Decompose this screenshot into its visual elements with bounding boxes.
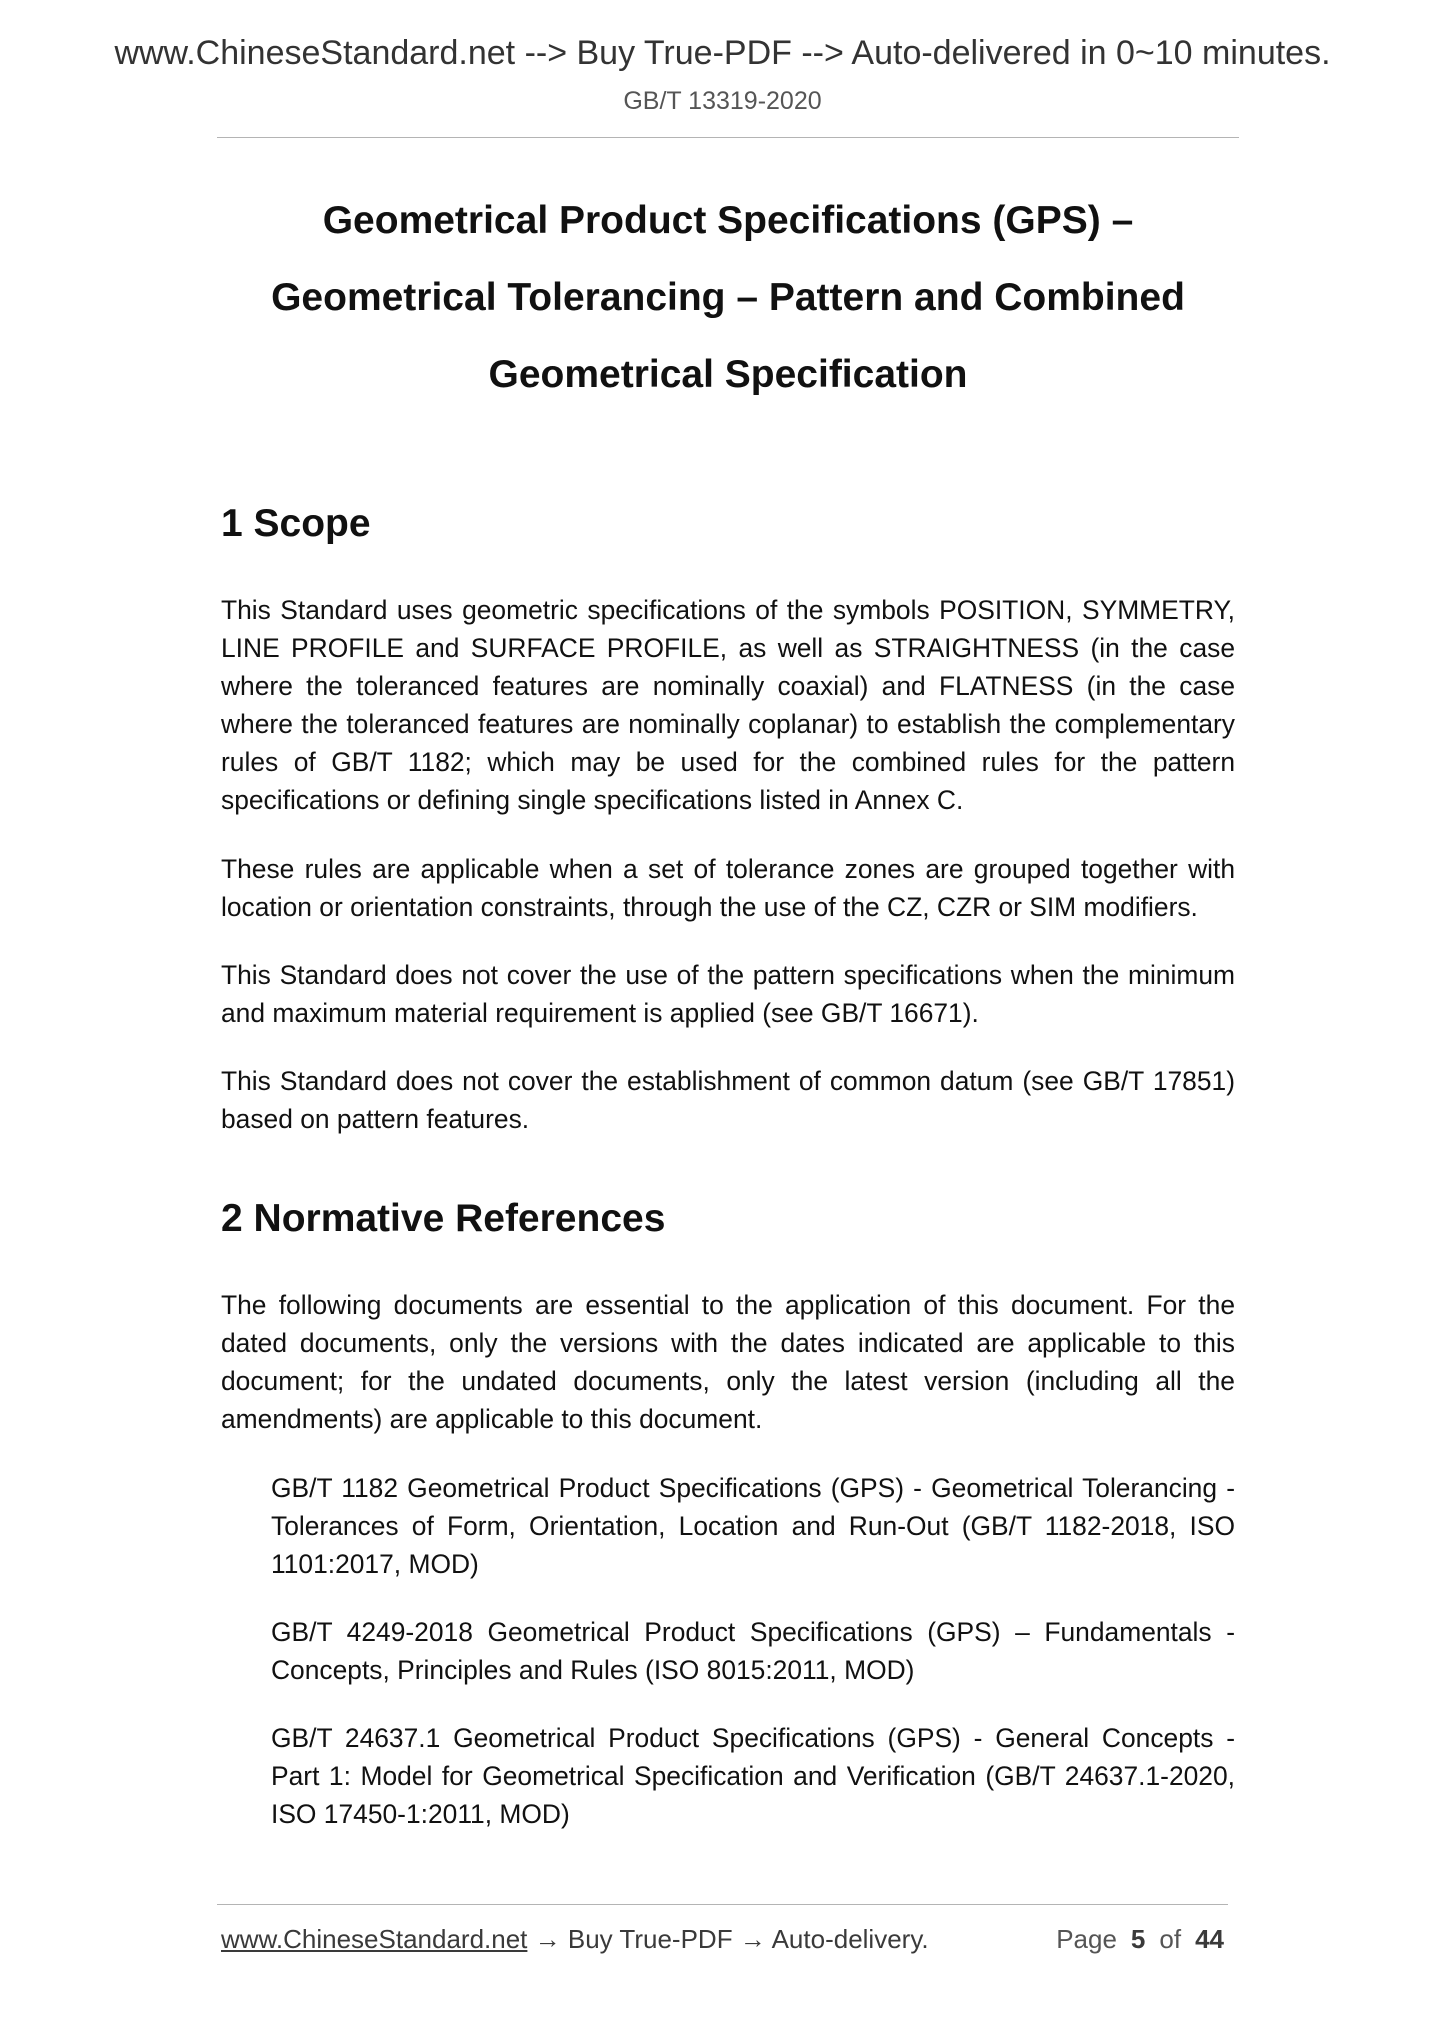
page-label: Page: [1056, 1924, 1117, 1954]
text-line: based on pattern features.: [221, 1104, 530, 1135]
text-line: 1101:2017, MOD): [271, 1548, 479, 1579]
text-line: GB/T 4249-2018 Geometrical Product Specifications (GPS) – Fundamentals -: [271, 1616, 1235, 1647]
document-body: [221, 499, 1235, 1863]
section-heading: 2 Normative References: [221, 1197, 666, 1241]
section-scope: [221, 499, 1235, 1138]
header-rule: [217, 137, 1239, 138]
title-line: Geometrical Product Specifications (GPS) –: [322, 199, 1134, 242]
title-line: Geometrical Specification: [488, 353, 968, 396]
text-line: GB/T 1182 Geometrical Product Specifications (GPS) - Geometrical Tolerancing -: [271, 1472, 1235, 1503]
text-line: document; for the undated documents, only the latest version (including all the: [221, 1366, 1235, 1397]
text-line: The following documents are essential to the application of this document. For the: [221, 1290, 1235, 1321]
paragraph: [221, 591, 1235, 820]
text-line: Tolerances of Form, Orientation, Location and Run-Out (GB/T 1182-2018, ISO: [271, 1510, 1235, 1541]
footer-site-link[interactable]: www.ChineseStandard.net: [221, 1924, 528, 1954]
text-line: specifications or defining single specifications listed in Annex C.: [221, 785, 964, 816]
text-line: This Standard does not cover the use of the pattern specifications when the minimum: [221, 959, 1235, 990]
footer-tagline: → Buy True-PDF → Auto-delivery.: [534, 1924, 929, 1954]
text-line: where the toleranced features are nominally coplanar) to establish the complementary: [221, 709, 1235, 740]
text-line: This Standard uses geometric specifications of the symbols POSITION, SYMMETRY,: [221, 595, 1235, 625]
text-line: where the toleranced features are nominally coaxial) and FLATNESS (in the case: [221, 671, 1235, 702]
paragraph: [221, 956, 1235, 1032]
standard-code: GB/T 13319-2020: [623, 87, 822, 115]
text-line: location or orientation constraints, through the use of the CZ, CZR or SIM modifiers.: [221, 891, 1198, 922]
paragraph: [221, 1286, 1235, 1438]
page-footer: [221, 1922, 1224, 1956]
text-line: GB/T 24637.1 Geometrical Product Specifications (GPS) - General Concepts -: [271, 1722, 1235, 1753]
page-total: 44: [1195, 1924, 1224, 1954]
text-line: These rules are applicable when a set of tolerance zones are grouped together with: [221, 853, 1235, 884]
page-of-label: of: [1159, 1924, 1182, 1954]
text-line: This Standard does not cover the establishment of common datum (see GB/T 17851): [221, 1065, 1235, 1096]
text-line: Concepts, Principles and Rules (ISO 8015:2011, MOD): [271, 1654, 915, 1685]
text-line: ISO 17450-1:2011, MOD): [271, 1799, 570, 1830]
reference-item: [271, 1719, 1235, 1833]
header-banner: www.ChineseStandard.net --> Buy True-PDF --> Auto-delivered in 0~10 minutes.: [114, 34, 1331, 72]
document-title: [221, 182, 1235, 413]
text-line: and maximum material requirement is applied (see GB/T 16671).: [221, 997, 979, 1028]
text-line: amendments) are applicable to this document.: [221, 1404, 763, 1435]
section-normative-references: [221, 1194, 1235, 1833]
text-line: rules of GB/T 1182; which may be used for the combined rules for the pattern: [221, 747, 1235, 778]
text-line: Part 1: Model for Geometrical Specification and Verification (GB/T 24637.1-2020,: [271, 1761, 1235, 1792]
page-number: 5: [1130, 1924, 1146, 1954]
section-heading: 1 Scope: [221, 502, 371, 545]
paragraph: [221, 850, 1235, 926]
text-line: dated documents, only the versions with the dates indicated are applicable to this: [221, 1328, 1235, 1359]
reference-item: [271, 1469, 1235, 1583]
title-line: Geometrical Tolerancing – Pattern and Combined: [271, 276, 1185, 319]
reference-item: [271, 1613, 1235, 1689]
reference-list: [221, 1469, 1235, 1834]
footer-rule: [217, 1904, 1228, 1905]
paragraph: [221, 1062, 1235, 1138]
page-indicator: [1056, 1922, 1224, 1956]
text-line: LINE PROFILE and SURFACE PROFILE, as well as STRAIGHTNESS (in the case: [221, 633, 1235, 664]
footer-promo: [221, 1922, 929, 1956]
